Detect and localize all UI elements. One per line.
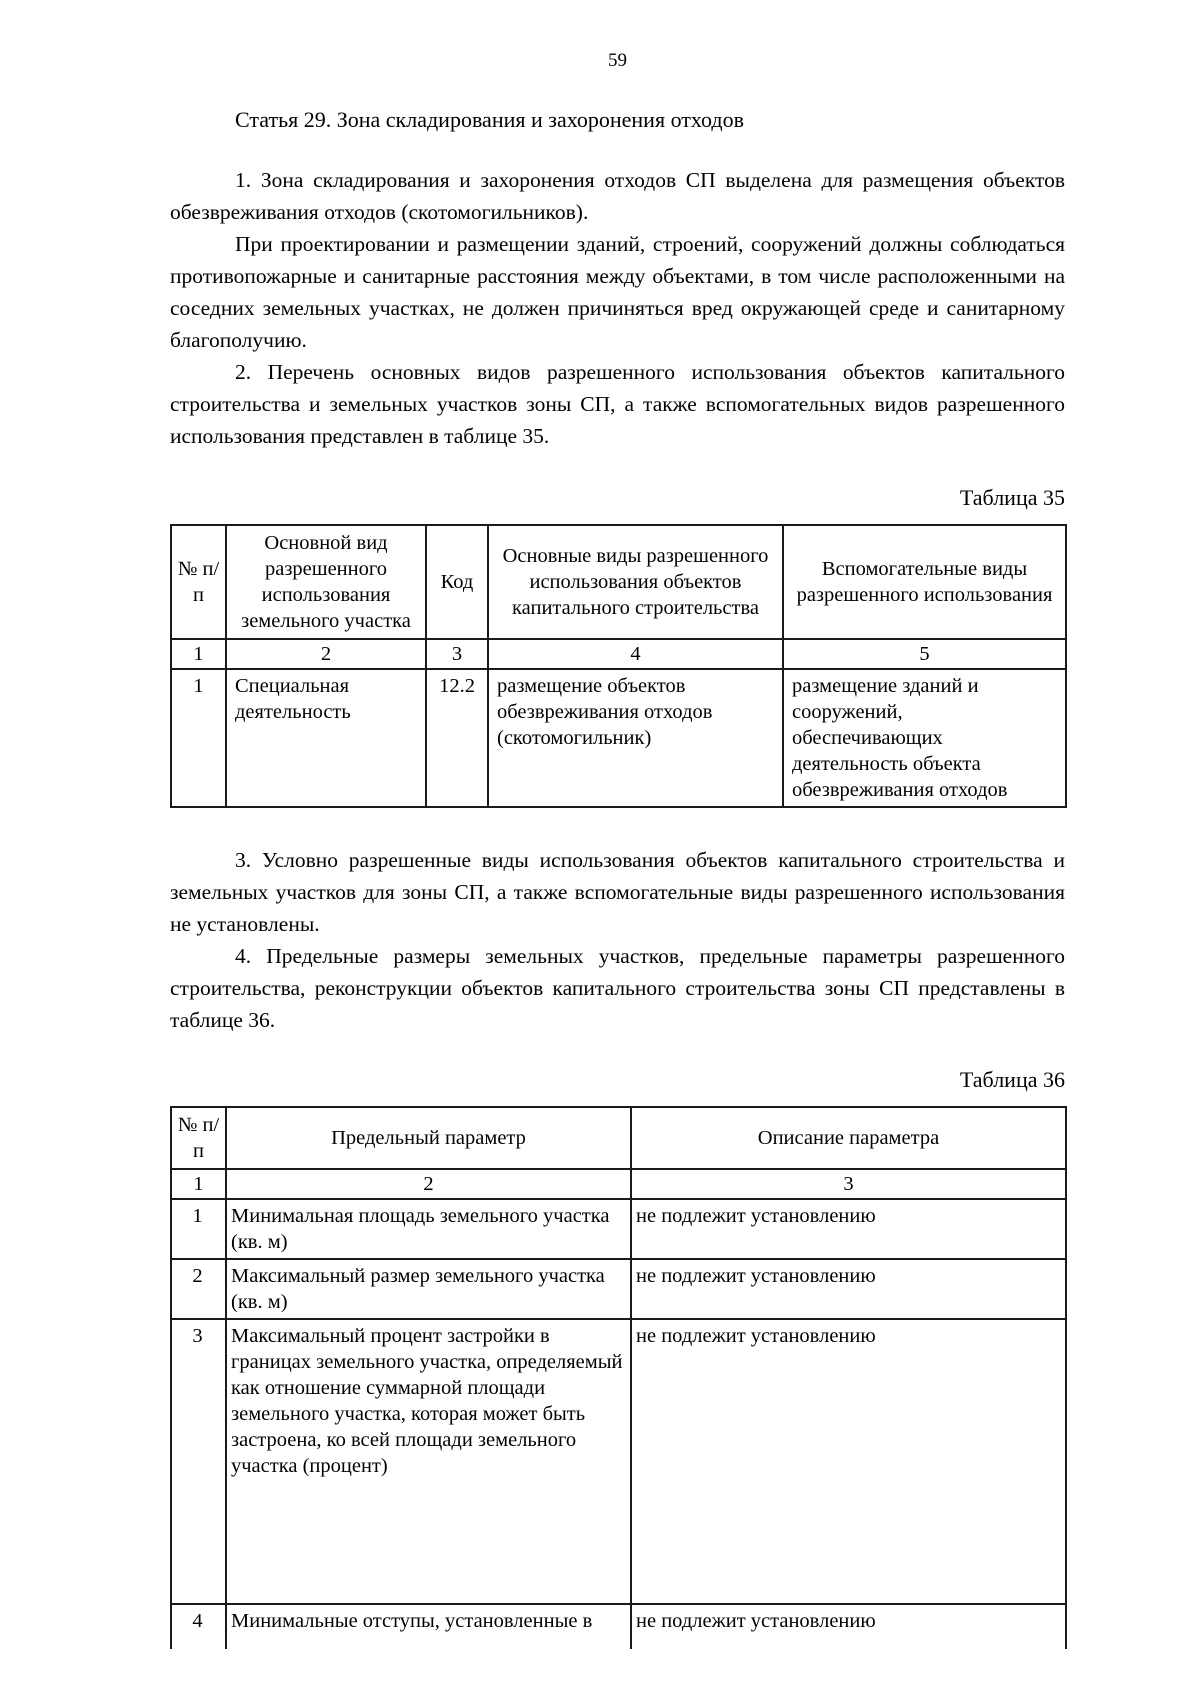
article-title: Статья 29. Зона складирования и захоронения отходов xyxy=(235,107,745,132)
table35-numbering-cell: 2 xyxy=(226,639,426,669)
table35-cell-row-number: 1 xyxy=(171,669,226,807)
table36-cell-row-number: 4 xyxy=(171,1604,226,1649)
table35-numbering-cell: 3 xyxy=(426,639,488,669)
table36-row-4 xyxy=(171,1604,1066,1649)
table36-numbering-cell: 3 xyxy=(631,1169,1066,1199)
table35 xyxy=(170,524,1067,808)
table36-header-cell-parameter: Предельный параметр xyxy=(226,1107,631,1169)
table35-numbering-row xyxy=(171,639,1066,669)
table36-cell-description: не подлежит установлению xyxy=(631,1199,1066,1259)
table36-cell-row-number: 1 xyxy=(171,1199,226,1259)
paragraph-2: При проектировании и размещении зданий, строений, сооружений должны соблюдаться противопожарные и санитарные расстояния между объектами, в том числе расположенными на соседних земельных участках, не должен причиняться вред окружающей среде и санитарному благополучию. xyxy=(170,232,1065,352)
table35-header-row xyxy=(171,525,1066,639)
table36-cell-parameter: Минимальная площадь земельного участка (кв. м) xyxy=(226,1199,631,1259)
table35-numbering-cell: 1 xyxy=(171,639,226,669)
table35-data-row xyxy=(171,669,1066,807)
table36-cell-parameter: Максимальный процент застройки в границах земельного участка, определяемый как отношение суммарной площади земельного участка, которая может быть застроена, ко всей площади земельного участка (процент) xyxy=(226,1319,631,1604)
table35-cell-main-types: размещение объектов обезвреживания отходов (скотомогильник) xyxy=(488,669,783,807)
paragraph-5: 4. Предельные размеры земельных участков, предельные параметры разрешенного строительства, реконструкции объектов капитального строительства зоны СП представлены в таблице 36. xyxy=(170,944,1065,1032)
table36-numbering-row xyxy=(171,1169,1066,1199)
table36-row-2 xyxy=(171,1259,1066,1319)
table35-header-cell-aux-types: Вспомогательные виды разрешенного использования xyxy=(783,525,1066,639)
table35-header-cell-num: № п/п xyxy=(171,525,226,639)
table36-cell-description: не подлежит установлению xyxy=(631,1259,1066,1319)
table36-header-cell-description: Описание параметра xyxy=(631,1107,1066,1169)
table35-header-cell-main-types: Основные виды разрешенного использования объектов капитального строительства xyxy=(488,525,783,639)
paragraph-1: 1. Зона складирования и захоронения отходов СП выделена для размещения объектов обезвреживания отходов (скотомогильников). xyxy=(170,168,1065,224)
table35-cell-code: 12.2 xyxy=(426,669,488,807)
table36-header-row xyxy=(171,1107,1066,1169)
table35-header-cell-code: Код xyxy=(426,525,488,639)
table36-cell-parameter: Максимальный размер земельного участка (кв. м) xyxy=(226,1259,631,1319)
table35-numbering-cell: 4 xyxy=(488,639,783,669)
paragraph-4: 3. Условно разрешенные виды использования объектов капитального строительства и земельных участков для зоны СП, а также вспомогательные виды разрешенного использования не установлены. xyxy=(170,848,1065,936)
table36 xyxy=(170,1106,1067,1649)
table35-caption: Таблица 35 xyxy=(959,485,1065,510)
table36-row-3 xyxy=(171,1319,1066,1604)
table36-caption: Таблица 36 xyxy=(959,1067,1065,1092)
table36-cell-row-number: 3 xyxy=(171,1319,226,1604)
table36-header-cell-num: № п/п xyxy=(171,1107,226,1169)
table36-cell-description: не подлежит установлению xyxy=(631,1319,1066,1604)
table36-numbering-cell: 2 xyxy=(226,1169,631,1199)
table35-numbering-cell: 5 xyxy=(783,639,1066,669)
table36-cell-row-number: 2 xyxy=(171,1259,226,1319)
paragraph-3: 2. Перечень основных видов разрешенного использования объектов капитального строительства и земельных участков зоны СП, а также вспомогательных видов разрешенного использования представлен в таблице 35. xyxy=(170,360,1065,448)
table36-numbering-cell: 1 xyxy=(171,1169,226,1199)
table35-header-cell-main-use: Основной вид разрешенного использования земельного участка xyxy=(226,525,426,639)
table36-cell-parameter: Минимальные отступы, установленные в xyxy=(226,1604,631,1649)
page-number: 59 xyxy=(608,50,627,71)
table36-cell-description: не подлежит установлению xyxy=(631,1604,1066,1649)
table35-cell-aux-types: размещение зданий и сооружений, обеспечивающих деятельность объекта обезвреживания отходов xyxy=(783,669,1066,807)
table36-row-1 xyxy=(171,1199,1066,1259)
table35-cell-main-use: Специальная деятельность xyxy=(226,669,426,807)
